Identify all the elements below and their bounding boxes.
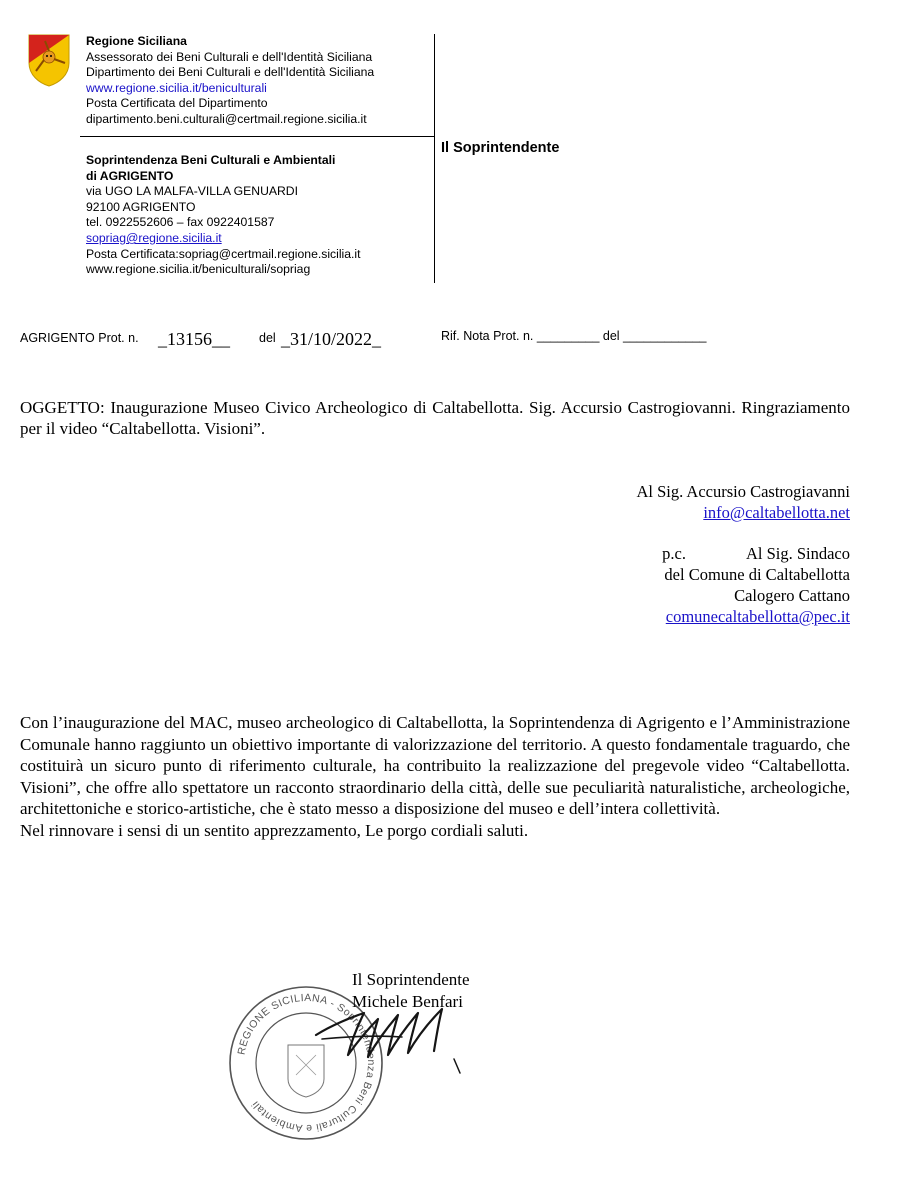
office-address: via UGO LA MALFA-VILLA GENUARDI (86, 184, 298, 199)
office-email-link[interactable]: sopriag@regione.sicilia.it (86, 230, 222, 245)
header-right-title: Il Soprintendente (441, 140, 560, 156)
cc-label: p.c. (662, 544, 686, 563)
protocol-label: AGRIGENTO Prot. n. (20, 331, 139, 345)
office-pec: Posta Certificata:sopriag@certmail.regione.sicilia.it (86, 246, 361, 261)
cc-email-link[interactable]: comunecaltabellotta@pec.it (665, 607, 850, 626)
office-phone: tel. 0922552606 – fax 0922401587 (86, 215, 275, 230)
signatory-title: Il Soprintendente (352, 970, 470, 989)
letter-body (20, 712, 850, 841)
handwritten-signature (312, 995, 472, 1075)
header-horizontal-divider (80, 136, 435, 137)
cc-recipient-title: Al Sig. Sindaco (745, 544, 850, 563)
office-name: Soprintendenza Beni Culturali e Ambientali (86, 153, 336, 167)
pec-label: Posta Certificata del Dipartimento (86, 96, 268, 111)
recipient-block (636, 481, 850, 523)
protocol-date-label: del (259, 331, 276, 345)
recipient-name: Al Sig. Accursio Castrogiavanni (636, 482, 850, 501)
recipient-email-link[interactable]: info@caltabellotta.net (703, 503, 850, 522)
cc-recipient-office: del Comune di Caltabellotta (664, 565, 850, 584)
subject: OGGETTO: Inaugurazione Museo Civico Archeologico di Caltabellotta. Sig. Accursio Castrogiovanni. Ringraziamento per il video “Caltabellotta. Visioni”. (20, 398, 850, 438)
office-info (86, 153, 361, 278)
region-website-link[interactable]: www.regione.sicilia.it/beniculturali (86, 80, 267, 95)
dipartimento: Dipartimento dei Beni Culturali e dell'Identità Siciliana (86, 65, 375, 80)
closing-paragraph: Nel rinnovare i sensi di un sentito apprezzamento, Le porgo cordiali saluti. (20, 820, 529, 840)
protocol-number: _13156__ (158, 329, 230, 349)
office-postcode: 92100 AGRIGENTO (86, 199, 196, 214)
body-paragraph: Con l’inaugurazione del MAC, museo archeologico di Caltabellotta, la Soprintendenza di Agrigento e l’Amministrazione Comunale hanno raggiunto un obiettivo importante di valorizzazione del territorio. A questo fondamentale traguardo, che costituirà un sicuro punto di riferimento culturale, ha contribuito la realizzazione del pregevole video “Caltabellotta. Visioni”, che offre allo spettatore un racconto straordinario della città, delle sue peculiarità naturalistiche, archeologiche, architettoniche e storico-artistiche, che è stato messo a disposizione del museo e dell’intera collettività. (20, 713, 850, 818)
region-info (86, 34, 374, 128)
office-city-name: di AGRIGENTO (86, 168, 174, 183)
protocol-date: _31/10/2022_ (281, 329, 382, 349)
header-vertical-divider (434, 34, 435, 283)
region-logo (26, 33, 72, 87)
pec-email: dipartimento.beni.culturali@certmail.regione.sicilia.it (86, 111, 367, 126)
office-website: www.regione.sicilia.it/beniculturali/sopriag (86, 262, 311, 277)
assessorato: Assessorato dei Beni Culturali e dell'Identità Siciliana (86, 49, 373, 64)
cc-recipient-name: Calogero Cattano (734, 586, 850, 605)
stamp-text: REGIONE SICILIANA - Soprintendenza Beni Culturali e Ambientali (235, 991, 378, 1135)
reference-note: Rif. Nota Prot. n. _________ del ____________ (441, 329, 707, 343)
signatory-name: Michele Benfari (352, 992, 463, 1011)
cc-block (662, 543, 850, 627)
region-name: Regione Siciliana (86, 34, 187, 48)
